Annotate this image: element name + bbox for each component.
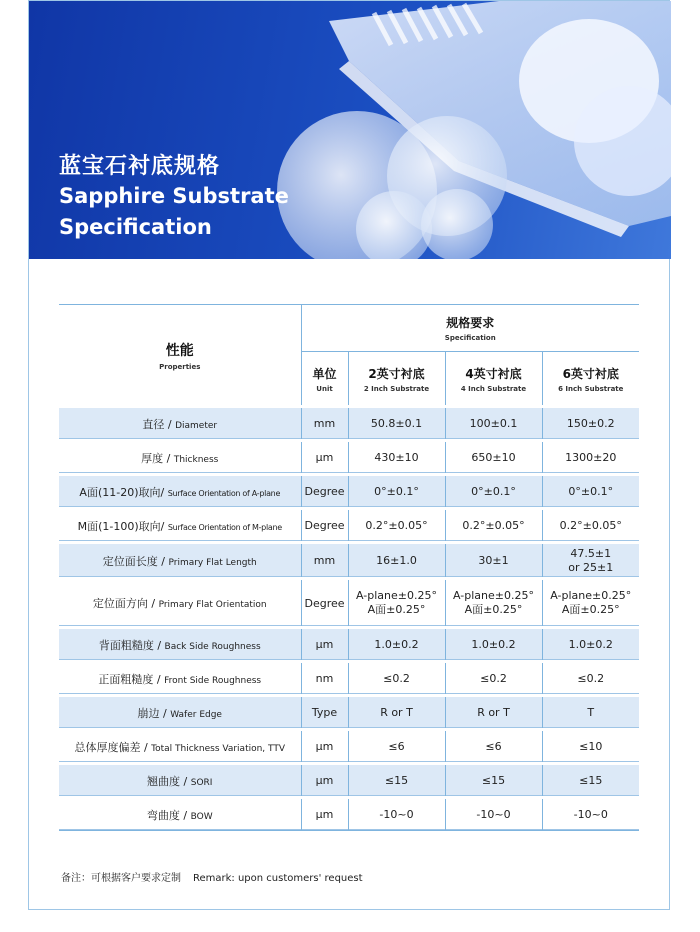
cell-4inch: R or T — [445, 696, 542, 730]
cell-unit: mm — [301, 407, 348, 441]
cell-unit: Degree — [301, 509, 348, 543]
cell-6inch: -10~0 — [542, 798, 639, 831]
row-label: 厚度 / Thickness — [59, 441, 301, 475]
cell-4inch: -10~0 — [445, 798, 542, 831]
header-banner — [29, 1, 671, 259]
remark-chinese: 备注：可根据客户要求定制 — [61, 873, 181, 884]
spec-card — [28, 0, 670, 910]
row-label: 背面粗糙度 / Back Side Roughness — [59, 628, 301, 662]
cell-4inch: 0°±0.1° — [445, 475, 542, 509]
table-row — [59, 543, 639, 579]
row-label: 定位面方向 / Primary Flat Orientation — [59, 579, 301, 628]
table-row — [59, 628, 639, 662]
cell-unit: Type — [301, 696, 348, 730]
table-row — [59, 730, 639, 764]
row-label: 定位面长度 / Primary Flat Length — [59, 543, 301, 579]
cell-4inch: ≤6 — [445, 730, 542, 764]
cell-4inch: A-plane±0.25° A面±0.25° — [445, 579, 542, 628]
table-row — [59, 764, 639, 798]
header-unit: 单位 Unit — [301, 352, 348, 407]
cell-unit: μm — [301, 730, 348, 764]
table-row — [59, 509, 639, 543]
cell-4inch: 650±10 — [445, 441, 542, 475]
cell-unit: μm — [301, 441, 348, 475]
cell-unit: nm — [301, 662, 348, 696]
cell-2inch: A-plane±0.25° A面±0.25° — [348, 579, 445, 628]
table-row — [59, 579, 639, 628]
cell-2inch: R or T — [348, 696, 445, 730]
cell-6inch: ≤10 — [542, 730, 639, 764]
cell-6inch: A-plane±0.25° A面±0.25° — [542, 579, 639, 628]
cell-4inch: 1.0±0.2 — [445, 628, 542, 662]
cell-2inch: ≤15 — [348, 764, 445, 798]
cell-2inch: 1.0±0.2 — [348, 628, 445, 662]
row-label: 弯曲度 / BOW — [59, 798, 301, 831]
row-label: 翘曲度 / SORI — [59, 764, 301, 798]
cell-2inch: 50.8±0.1 — [348, 407, 445, 441]
cell-6inch: 47.5±1 or 25±1 — [542, 543, 639, 579]
remark-english: Remark: upon customers' request — [193, 873, 363, 884]
header-properties: 性能 Properties — [59, 305, 301, 407]
header-4inch: 4英寸衬底 4 Inch Substrate — [445, 352, 542, 407]
cell-4inch: 0.2°±0.05° — [445, 509, 542, 543]
title-english-line-2: Specification — [59, 215, 212, 239]
cell-unit: μm — [301, 628, 348, 662]
table-row — [59, 798, 639, 831]
cell-2inch: -10~0 — [348, 798, 445, 831]
title-english-line-1: Sapphire Substrate — [59, 184, 289, 208]
cell-2inch: 430±10 — [348, 441, 445, 475]
header-2inch: 2英寸衬底 2 Inch Substrate — [348, 352, 445, 407]
cell-4inch: 30±1 — [445, 543, 542, 579]
cell-2inch: ≤0.2 — [348, 662, 445, 696]
cell-4inch: ≤15 — [445, 764, 542, 798]
title-english — [59, 181, 289, 243]
spec-table — [59, 304, 639, 831]
row-label: A面(11-20)取向/ Surface Orientation of A-plane — [59, 475, 301, 509]
table-row — [59, 696, 639, 730]
cell-2inch: 0°±0.1° — [348, 475, 445, 509]
cell-2inch: ≤6 — [348, 730, 445, 764]
cell-6inch: 0°±0.1° — [542, 475, 639, 509]
cell-4inch: ≤0.2 — [445, 662, 542, 696]
cell-6inch: ≤15 — [542, 764, 639, 798]
cell-unit: Degree — [301, 579, 348, 628]
table-row — [59, 662, 639, 696]
title-chinese: 蓝宝石衬底规格 — [59, 154, 221, 179]
cell-6inch: 1300±20 — [542, 441, 639, 475]
header-specification: 规格要求 Specification — [301, 305, 639, 352]
remark-note — [61, 869, 363, 884]
cell-6inch: T — [542, 696, 639, 730]
row-label: 直径 / Diameter — [59, 407, 301, 441]
cell-2inch: 0.2°±0.05° — [348, 509, 445, 543]
cell-unit: μm — [301, 764, 348, 798]
header-6inch: 6英寸衬底 6 Inch Substrate — [542, 352, 639, 407]
table-row — [59, 441, 639, 475]
cell-6inch: 0.2°±0.05° — [542, 509, 639, 543]
row-label: M面(1-100)取向/ Surface Orientation of M-plane — [59, 509, 301, 543]
row-label: 崩边 / Wafer Edge — [59, 696, 301, 730]
cell-4inch: 100±0.1 — [445, 407, 542, 441]
cell-unit: mm — [301, 543, 348, 579]
row-label: 正面粗糙度 / Front Side Roughness — [59, 662, 301, 696]
row-label: 总体厚度偏差 / Total Thickness Variation, TTV — [59, 730, 301, 764]
table-row — [59, 407, 639, 441]
cell-2inch: 16±1.0 — [348, 543, 445, 579]
cell-6inch: 1.0±0.2 — [542, 628, 639, 662]
cell-6inch: 150±0.2 — [542, 407, 639, 441]
cell-6inch: ≤0.2 — [542, 662, 639, 696]
table-row — [59, 475, 639, 509]
cell-unit: μm — [301, 798, 348, 831]
cell-unit: Degree — [301, 475, 348, 509]
